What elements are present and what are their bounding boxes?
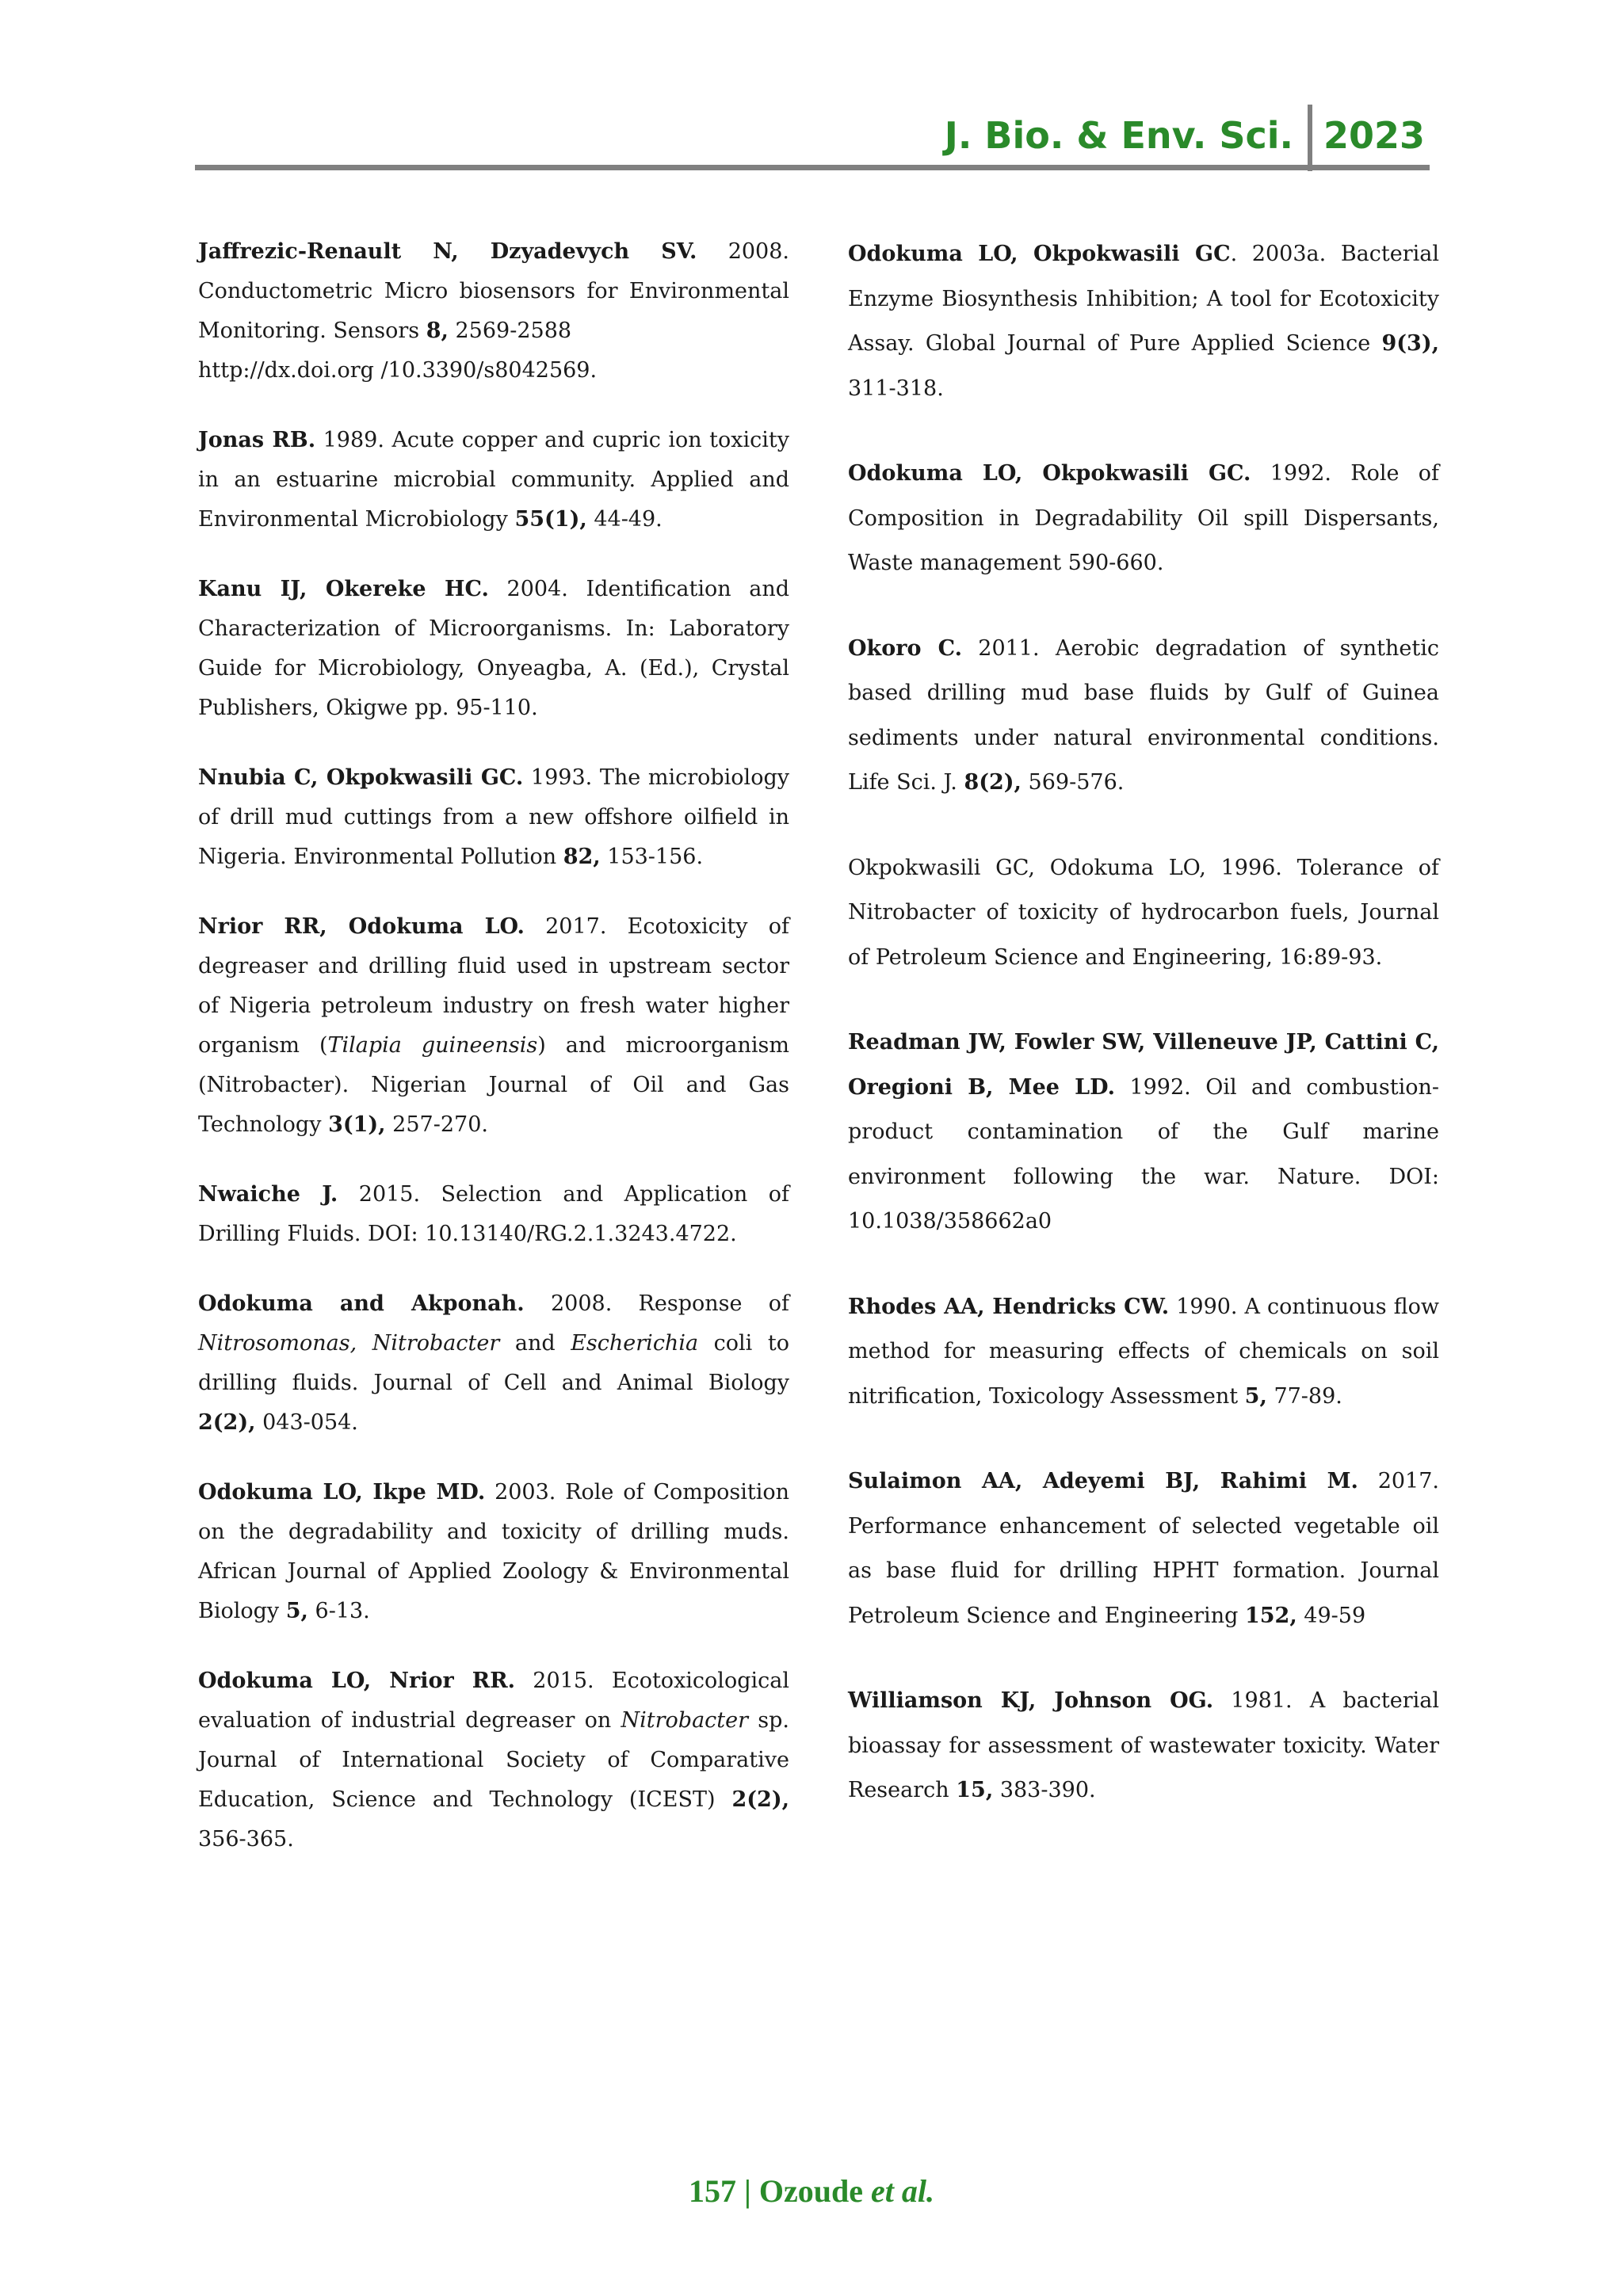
reference-entry: Okoro C. 2011. Aerobic degradation of synthetic based drilling mud base fluids by Gulf of Guinea sediments under natural environmental conditions. Life Sci. J. 8(2), 569-576. [848, 635, 1439, 795]
reference-entry: Odokuma LO, Okpokwasili GC. 1992. Role of Composition in Degradability Oil spill Dispersants, Waste management 590-660. [848, 461, 1440, 575]
journal-year: 2023 [1323, 114, 1426, 157]
reference-entry: Odokuma LO, Nrior RR. 2015. Ecotoxicological evaluation of industrial degreaser on Nitrobacter sp. Journal of International Society of Comparative Education, Science and Technology (ICEST) 2(2), 356-365. [198, 1669, 789, 1852]
reference-entry: Williamson KJ, Johnson OG. 1981. A bacterial bioassay for assessment of wastewater toxicity. Water Research 15, 383-390. [848, 1688, 1440, 1802]
reference-entry: Nnubia C, Okpokwasili GC. 1993. The microbiology of drill mud cuttings from a new offshore oilfield in Nigeria. Environmental Pollution 82, 153-156. [198, 765, 789, 869]
reference-entry: Odokuma LO, Okpokwasili GC. 2003a. Bacterial Enzyme Biosynthesis Inhibition; A tool for Ecotoxicity Assay. Global Journal of Pure Applied Science 9(3), 311-318. [848, 242, 1439, 401]
reference-entry: Sulaimon AA, Adeyemi BJ, Rahimi M. 2017. Performance enhancement of selected vegetable oil as base fluid for drilling HPHT formation. Journal Petroleum Science and Engineering 152, 49-59 [848, 1469, 1439, 1628]
page-footer [0, 2172, 1623, 2210]
reference-entry: Odokuma and Akponah. 2008. Response of Nitrosomonas, Nitrobacter and Escherichia coli to drilling fluids. Journal of Cell and Animal Biology 2(2), 043-054. [198, 1291, 789, 1435]
reference-entry: Jonas RB. 1989. Acute copper and cupric ion toxicity in an estuarine microbial community. Applied and Environmental Microbiology 55(1), 44-49. [198, 428, 790, 532]
journal-name: J. Bio. & Env. Sci. [944, 114, 1293, 157]
header-rule [195, 165, 1430, 170]
reference-entry: Nrior RR, Odokuma LO. 2017. Ecotoxicity of degreaser and drilling fluid used in upstream sector of Nigeria petroleum industry on fresh water higher organism (Tilapia guineensis) and microorganism (Nitrobacter). Nigerian Journal of Oil and Gas Technology 3(1), 257-270. [198, 914, 789, 1137]
reference-entry: Kanu IJ, Okereke HC. 2004. Identification and Characterization of Microorganisms. In: Laboratory Guide for Microbiology, Onyeagba, A. (Ed.), Crystal Publishers, Okigwe pp. 95-110. [198, 577, 789, 720]
reference-entry: Rhodes AA, Hendricks CW. 1990. A continuous flow method for measuring effects of chemicals on soil nitrification, Toxicology Assessment 5, 77-89. [848, 1294, 1439, 1409]
reference-doi: http://dx.doi.org /10.3390/s8042569. [198, 358, 598, 383]
reference-entry: Odokuma LO, Ikpe MD. 2003. Role of Composition on the degradability and toxicity of drilling muds. African Journal of Applied Zoology & Environmental Biology 5, 6-13. [198, 1480, 789, 1623]
header-divider [1308, 105, 1312, 171]
reference-entry: Jaffrezic-Renault N, Dzyadevych SV. 2008. Conductometric Micro biosensors for Environmental Monitoring. Sensors 8, 2569-2588 http://dx.doi.org /10.3390/s8042569. [198, 239, 789, 383]
page-number-author: 157 | Ozoude [689, 2173, 871, 2209]
running-header [195, 105, 1430, 173]
reference-entry: Readman JW, Fowler SW, Villeneuve JP, Cattini C, Oregioni B, Mee LD. 1992. Oil and combustion-product contamination of the Gulf marine environment following the war. Nature. DOI: 10.1038/358662a0 [848, 1030, 1439, 1234]
references-right-column [848, 211, 1439, 1854]
footer-etal: et al. [870, 2173, 934, 2209]
references-left-column [198, 211, 789, 1890]
reference-entry: Okpokwasili GC, Odokuma LO, 1996. Tolerance of Nitrobacter of toxicity of hydrocarbon fuels, Journal of Petroleum Science and Engineering, 16:89-93. [848, 855, 1439, 970]
reference-entry: Nwaiche J. 2015. Selection and Application of Drilling Fluids. DOI: 10.13140/RG.2.1.3243.4722. [198, 1182, 790, 1246]
